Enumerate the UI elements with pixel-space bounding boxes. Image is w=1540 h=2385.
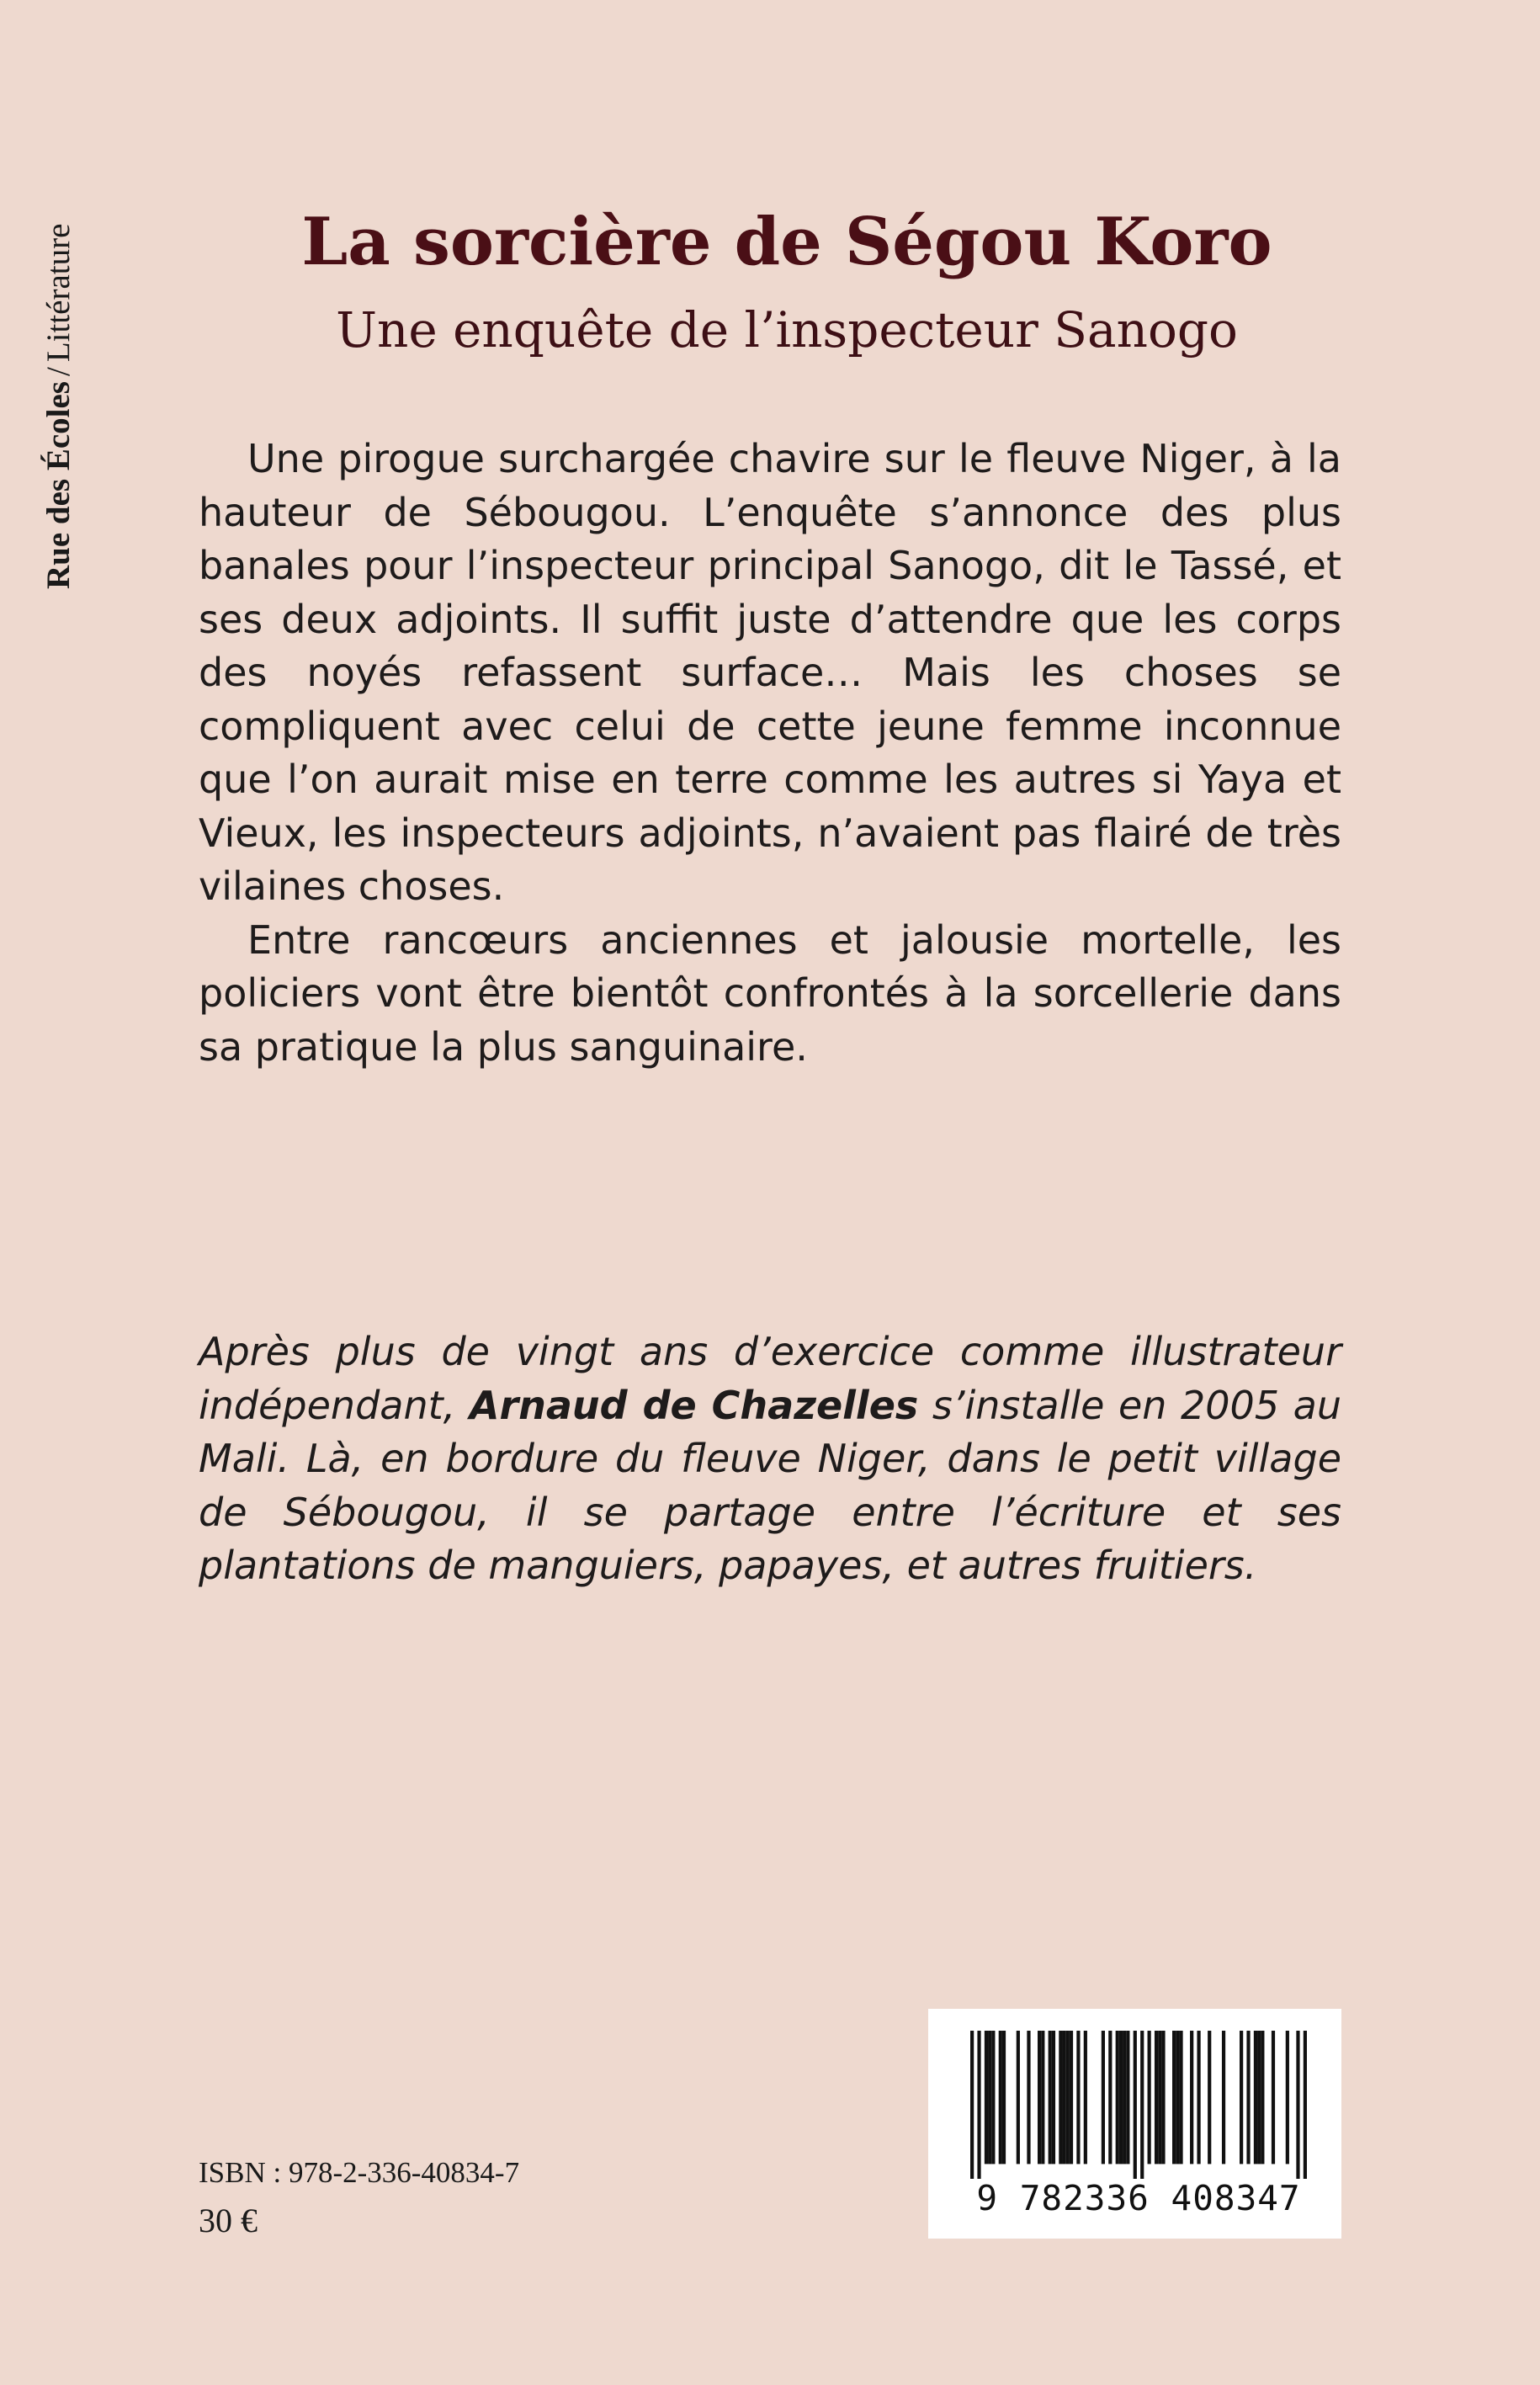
- barcode-bar: [1148, 2031, 1151, 2164]
- barcode-bar: [1158, 2031, 1161, 2164]
- barcode-bar: [1062, 2031, 1065, 2164]
- barcode-bar: [1108, 2031, 1112, 2164]
- barcode-bar: [1222, 2031, 1225, 2164]
- spine-separator: /: [40, 367, 77, 376]
- barcode-bar: [1304, 2031, 1307, 2179]
- barcode-bar: [999, 2031, 1002, 2164]
- barcode-bar: [985, 2031, 988, 2164]
- barcode-digits: 9 782336 408347: [976, 2178, 1301, 2218]
- barcode-bar: [991, 2031, 995, 2164]
- barcode-bar: [1041, 2031, 1044, 2164]
- barcode-bar: [1176, 2031, 1179, 2164]
- barcode-bar: [1240, 2031, 1243, 2164]
- synopsis-paragraph: Entre rancœurs anciennes et jalousie mortelle, les policiers vont être bientôt confrontés à la sorcellerie dans sa pratique la plus sanguinaire.: [199, 916, 1341, 1070]
- barcode-bar: [1208, 2031, 1211, 2164]
- barcode-bar: [1066, 2031, 1070, 2164]
- barcode-bar: [1027, 2031, 1030, 2164]
- barcode-bar: [1002, 2031, 1006, 2164]
- bio-text-end: s’installe en 2005 au Mali. Là, en bordure du fleuve Niger, dans le petit village de Sébougou, il se partage entre l’écriture et ses plantations de manguiers, papayes, et autres fruitiers.: [199, 1382, 1341, 1588]
- barcode-bar: [1296, 2031, 1299, 2179]
- barcode-bar: [1134, 2031, 1137, 2179]
- barcode-bar: [1155, 2031, 1158, 2164]
- bio-text-start: Après plus de vingt ans d’exercice comme illustrateur indépendant,: [199, 1329, 1341, 1428]
- barcode-bar: [1272, 2031, 1275, 2164]
- barcode-bar: [1126, 2031, 1129, 2164]
- barcode-bar: [1261, 2031, 1264, 2164]
- price: 30 €: [199, 2202, 258, 2239]
- isbn: ISBN : 978-2-336-40834-7: [199, 2156, 520, 2189]
- barcode-bar: [1246, 2031, 1250, 2164]
- barcode-bar: [1049, 2031, 1052, 2164]
- barcode-bar: [1119, 2031, 1123, 2164]
- barcode-bar: [1084, 2031, 1087, 2164]
- barcode: [928, 2009, 1341, 2239]
- barcode-bar: [1179, 2031, 1182, 2164]
- barcode-bar: [1257, 2031, 1261, 2164]
- barcode-bar: [1140, 2031, 1144, 2179]
- synopsis: [199, 433, 1341, 1074]
- genre-name: Littérature: [40, 223, 77, 363]
- series-name: Rue des Écoles: [40, 381, 77, 589]
- barcode-bar: [1286, 2031, 1289, 2164]
- barcode-bar: [1038, 2031, 1041, 2164]
- book-title: La sorcière de Ségou Koro: [301, 204, 1272, 280]
- barcode-bar: [1123, 2031, 1126, 2164]
- author-name: Arnaud de Chazelles: [469, 1382, 919, 1428]
- barcode-bar: [1017, 2031, 1020, 2164]
- barcode-bar: [1059, 2031, 1062, 2164]
- barcode-bar: [1102, 2031, 1105, 2164]
- barcode-bar: [1254, 2031, 1257, 2164]
- barcode-bar: [1052, 2031, 1055, 2164]
- barcode-bar: [1116, 2031, 1119, 2164]
- barcode-bar: [970, 2031, 974, 2179]
- barcode-bar: [1076, 2031, 1080, 2164]
- barcode-bar: [1161, 2031, 1165, 2164]
- spine-label: [35, 84, 82, 589]
- barcode-bars: [970, 2031, 1307, 2179]
- barcode-bar: [1172, 2031, 1176, 2164]
- barcode-bar: [977, 2031, 980, 2179]
- barcode-bar: [1070, 2031, 1073, 2164]
- synopsis-paragraph: Une pirogue surchargée chavire sur le fleuve Niger, à la hauteur de Sébougou. L’enquête s’annonce des plus banales pour l’inspecteur principal Sanogo, dit le Tassé, et ses deux adjoints. Il suffit juste d’attendre que les corps des noyés refassent surface… Mais les choses se compliquent avec celui de cette jeune femme inconnue que l’on aurait mise en terre comme les autres si Yaya et Vieux, les inspecteurs adjoints, n’avaient pas flairé de très vilaines choses.: [199, 436, 1341, 909]
- book-subtitle: Une enquête de l’inspecteur Sanogo: [336, 301, 1238, 359]
- barcode-bar: [1197, 2031, 1200, 2164]
- barcode-bar: [988, 2031, 991, 2164]
- barcode-bar: [1190, 2031, 1193, 2164]
- author-bio: [199, 1325, 1341, 1593]
